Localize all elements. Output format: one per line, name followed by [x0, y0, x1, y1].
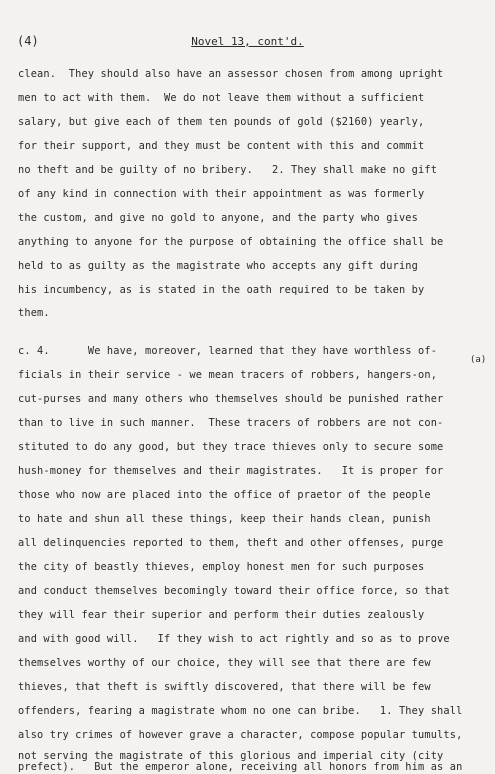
- text-line: men to act with them. We do not leave them without a sufficient: [18, 92, 425, 104]
- text-line: them.: [18, 307, 50, 319]
- text-line: the city of beastly thieves, employ honest men for such purposes: [18, 561, 425, 573]
- text-line: for their support, and they must be content with this and commit: [18, 140, 425, 152]
- text-line: salary, but give each of them ten pounds of gold ($2160) yearly,: [18, 116, 425, 128]
- text-line: to hate and shun all these things, keep their hands clean, punish: [18, 513, 431, 525]
- page-title: Novel 13, cont'd.: [191, 35, 304, 48]
- text-line: ficials in their service - we mean tracers of robbers, hangers-on,: [18, 369, 438, 381]
- text-line: of any kind in connection with their appointment as was formerly: [18, 188, 425, 200]
- text-line: hush-money for themselves and their magistrates. It is proper for: [18, 465, 444, 477]
- text-line: clean. They should also have an assessor chosen from among upright: [18, 68, 444, 80]
- text-line: no theft and be guilty of no bribery. 2. They shall make no gift: [18, 164, 438, 176]
- text-line: thieves, that theft is swiftly discovered, that there will be few: [18, 681, 431, 693]
- text-line: those who now are placed into the office of praetor of the people: [18, 489, 431, 501]
- text-line: all delinquencies reported to them, theft and other offenses, purge: [18, 537, 444, 549]
- text-line: cut-purses and many others who themselves should be punished rather: [18, 393, 444, 405]
- text-line: c. 4. We have, moreover, learned that they have worthless of-: [18, 345, 438, 357]
- text-line: themselves worthy of our choice, they will see that there are few: [18, 657, 431, 669]
- text-line: than to live in such manner. These tracers of robbers are not con-: [18, 417, 444, 429]
- text-line: his incumbency, as is stated in the oath required to be taken by: [18, 284, 425, 296]
- text-line: and conduct themselves becomingly toward their office force, so that: [18, 585, 450, 597]
- text-line: offenders, fearing a magistrate whom no one can bribe. 1. They shall: [18, 705, 463, 717]
- text-line: held to as guilty as the magistrate who accepts any gift during: [18, 260, 419, 272]
- text-line: prefect). But the emperor alone, receiving all honors from him as an: [18, 761, 463, 773]
- text-line: also try crimes of however grave a character, compose popular tumults,: [18, 729, 463, 741]
- footnote-marker: (a): [470, 355, 487, 365]
- text-line: and with good will. If they wish to act rightly and so as to prove: [18, 633, 450, 645]
- page-number: (4): [17, 34, 39, 48]
- text-line: they will fear their superior and perform their duties zealously: [18, 609, 425, 621]
- text-line: stituted to do any good, but they trace thieves only to secure some: [18, 441, 444, 453]
- text-line: anything to anyone for the purpose of obtaining the office shall be: [18, 236, 444, 248]
- text-line: the custom, and give no gold to anyone, and the party who gives: [18, 212, 419, 224]
- text-line: not serving the magistrate of this glorious and imperial city (city: [18, 750, 444, 762]
